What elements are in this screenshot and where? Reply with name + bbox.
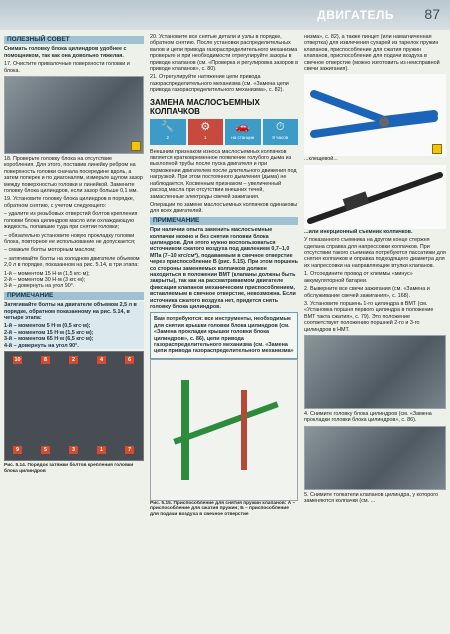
air-adapter <box>241 390 247 470</box>
puller-illustration <box>304 165 446 229</box>
tools-continued-text: низма», с. 82), а также пинцет (или намагниченная отвертка) для извлечения сухарей из тарелок пружин клапанов, приспособление для сжатия пружин клапанов, приспособление для подачи воздуха в свечное отверстие (можно изготовить из неисправной свечи зажигания). <box>304 34 440 73</box>
note-heading: ПРИМЕЧАНИЕ <box>4 292 144 300</box>
bullet-tighten-order: – затягивайте болты на холодном двигателе объемом 2,0 л в порядке, показанном на рис. 5.14, в три этапа: <box>4 255 140 269</box>
column-right <box>304 34 446 507</box>
section-title: ДВИГАТЕЛЬ <box>317 8 394 22</box>
warning-icon <box>131 141 141 151</box>
column-middle <box>150 34 298 518</box>
tool-shaft <box>181 380 189 480</box>
bullet-oil-bolts: – смажьте болты моторным маслом; <box>4 247 96 254</box>
stage-2: 2-й – моментом 30 Н·м (3 кгс·м); <box>4 276 86 283</box>
note-stage-3: 3-й – моментом 65 Н·м (6,5 кгс·м); <box>4 336 94 343</box>
step-21: 21. Отрегулируйте натяжение цепи привода газораспределительного механизма (см. «Замена цепи привода газораспределительного механизма», с. 82). <box>150 74 289 94</box>
puller-label: ...или инерционный съемник колпачков. <box>304 228 413 235</box>
cylinder-head-photo <box>4 76 144 154</box>
bolt-number: 1 <box>97 446 106 454</box>
tools-needed-text: Вам потребуются: все инструменты, необходимые для снятия крышки головки блока цилиндров (см. «Замена прокладки крышки головки блока цилиндров», с. 86), цепи привода газораспределительного механизма (см. «Замена цепи привода газораспределительного механизма» <box>154 316 294 355</box>
bullet-clean-holes: – удалите из резьбовых отверстий болтов крепления головки блока цилиндров масло или охлаждающую жидкость, попавшие туда при снятии головки; <box>4 211 138 231</box>
useful-tip-text: Снимать головку блока цилиндров удобнее с помощником, так как она довольно тяжелая. <box>4 46 127 59</box>
bolt-number: 6 <box>125 356 134 364</box>
bolt-number: 8 <box>41 356 50 364</box>
step-4: 4. Снимите головку блока цилиндров (см. «Замена прокладки головки блока цилиндров», с. 86). <box>304 410 432 424</box>
useful-tip-heading: ПОЛЕЗНЫЙ СОВЕТ <box>4 36 144 44</box>
puller-description: У показанного съемника на другом конце стержня сделана справка для напрессовки колпачков. При отсутствии такого съемника потребуются пассатижи для снятия колпачков и оправка подходящего диаметра для их напрессовки на направляющие втулки клапанов. <box>304 237 446 269</box>
bolt-number: 9 <box>13 446 22 454</box>
step-19: 19. Установите головку блока цилиндров в порядке, обратном снятию, с учетом следующего: <box>4 196 135 209</box>
step-5: 5. Снимите толкатели клапанов цилиндра, у которого заменяются колпачки (см. ... <box>304 491 439 505</box>
step-17: 17. Очистите привалочные поверхности головки и блока. <box>4 61 130 74</box>
engine-photo <box>304 335 446 409</box>
cylinder-head-removed-photo <box>304 426 446 490</box>
column-left <box>4 34 144 474</box>
bolt-number: 2 <box>69 356 78 364</box>
page-number: 87 <box>424 6 440 22</box>
car-icon: 🚗 на станции <box>225 119 261 145</box>
stage-3: 3-й – довернуть на угол 90°. <box>4 283 75 290</box>
note-heading: ПРИМЕЧАНИЕ <box>150 217 298 225</box>
bullet-new-gasket: – обязательно установите новую прокладку головки блока, повторное ее использование не допускается; <box>4 232 136 245</box>
bolt-order-diagram <box>4 351 144 461</box>
difficulty-icons <box>150 119 298 145</box>
same-for-all-text: Операции по замене маслосъемных колпачков одинаковы для всех двигателей. <box>150 201 298 215</box>
clock-icon: ⏱ 8 часов <box>263 119 299 145</box>
tools-needed-box <box>150 312 298 358</box>
step-3: 3. Установите поршень 1-го цилиндра в ВМТ (см. «Установка поршня первого цилиндра в положение ВМТ такта сжатия», с. 79). Это положение соответствует положению поршней 2-го и 3-го цилиндров в НМТ. <box>304 300 434 333</box>
replace-caps-title: ЗАМЕНА МАСЛОСЪЕМНЫХ КОЛПАЧКОВ <box>150 97 260 116</box>
wrench-icon: 🔧 2 <box>150 119 186 145</box>
bolt-number: 7 <box>125 446 134 454</box>
warning-icon <box>432 144 442 154</box>
step-1: 1. Отсоедините провод от клеммы «минус» аккумуляторной батареи. <box>304 271 413 284</box>
stage-1: 1-й – моментом 15 Н·м (1,5 кгс·м); <box>4 270 90 277</box>
valve-spring-tool-diagram <box>150 359 298 501</box>
note-stage-1: 1-й – моментом 5 Н·м (0,5 кгс·м); <box>4 323 91 330</box>
pliers-photo <box>304 74 446 156</box>
tool-lever <box>173 401 278 444</box>
bolt-number: 5 <box>41 446 50 454</box>
page-header <box>0 0 450 30</box>
step-20: 20. Установите все снятые детали и узлы в порядке, обратном снятию. После установки распределительных валов и цепи привода газораспределительного механизма проверьте и при необходимости отрегулируйте зазоры в приводе клапанов (см. «Проверка и регулировка зазоров в приводе клапанов», с. 80). <box>150 34 298 73</box>
puller-photo <box>304 165 446 229</box>
note-stage-4: 4-й – довернуть на угол 90°. <box>4 342 79 349</box>
figure-5-14-caption: Рис. 5.14. Порядок затяжки болтов крепления головки блока цилиндров <box>4 463 134 474</box>
note-stage-2: 2-й – моментом 15 Н·м (1,5 кгс·м); <box>4 329 94 336</box>
bolt-number: 10 <box>14 357 21 363</box>
bolt-number: 3 <box>69 446 78 454</box>
figure-5-15-caption: Рис. 5.15. Приспособление для снятия пружин клапанов: А – приспособление для сжатия пружин; Б – приспособление для подачи воздуха в свечное отверстие <box>150 500 296 518</box>
pliers-illustration <box>304 74 446 156</box>
bolt-number: 4 <box>97 356 106 364</box>
difficulty-icon: ⚙ 1 <box>188 119 224 145</box>
tongs-label: ...клещевой... <box>304 156 338 163</box>
note-text: При наличии опыта заменить маслосъемные колпачки можно и без снятия головки блока цилиндров. Для этого нужно воспользоваться источником сжатого воздуха под давлением 0,7–1,0 МПа (7–10 кгс/см²), подаваемым в свечное отверстие через приспособление В (рис. 5.15). При этом поршень со стороны заменяемых колпачков должен находиться в положении ВМТ (клапаны должны быть закрыты), так как на рассматриваемом двигателе фиксация клапанов механическим приспособлением, вставляемым в свечное отверстие, невозможна. Если источника сжатого воздуха нет, придется снять головку блока цилиндров. <box>150 227 298 310</box>
step-2: 2. Выверните все свечи зажигания (см. «Замена и обслуживание свечей зажигания», с. 168). <box>304 286 430 299</box>
step-18: 18. Проверьте головку блока на отсутствие коробления. Для этого, поставив линейку ребром на поверхность головки сначала посередине вдоль, а затем поперек и по диагоналям, измерьте щупом зазор между поверхностью головки и линейкой. Замените головку блока цилиндров, если зазор больше 0,1 мм. <box>4 156 143 195</box>
wear-signs-text: Внешним признаком износа маслосъемных колпачков является кратковременное появление голубого дыма из выхлопной трубы после пуска двигателя и при торможении двигателем после длительного движения под нагрузкой. При этом постоянного дымления (дыма) не наблюдается. Косвенным признаком – увеличенный расход масла при отсутствии внешних течей, замасленные электроды свечей зажигания. <box>150 148 297 200</box>
note-text: Затягивайте болты на двигателе объемом 2,5 л в порядке, обратном показанному на рис. 5.14, в четыре этапа: <box>4 302 137 321</box>
